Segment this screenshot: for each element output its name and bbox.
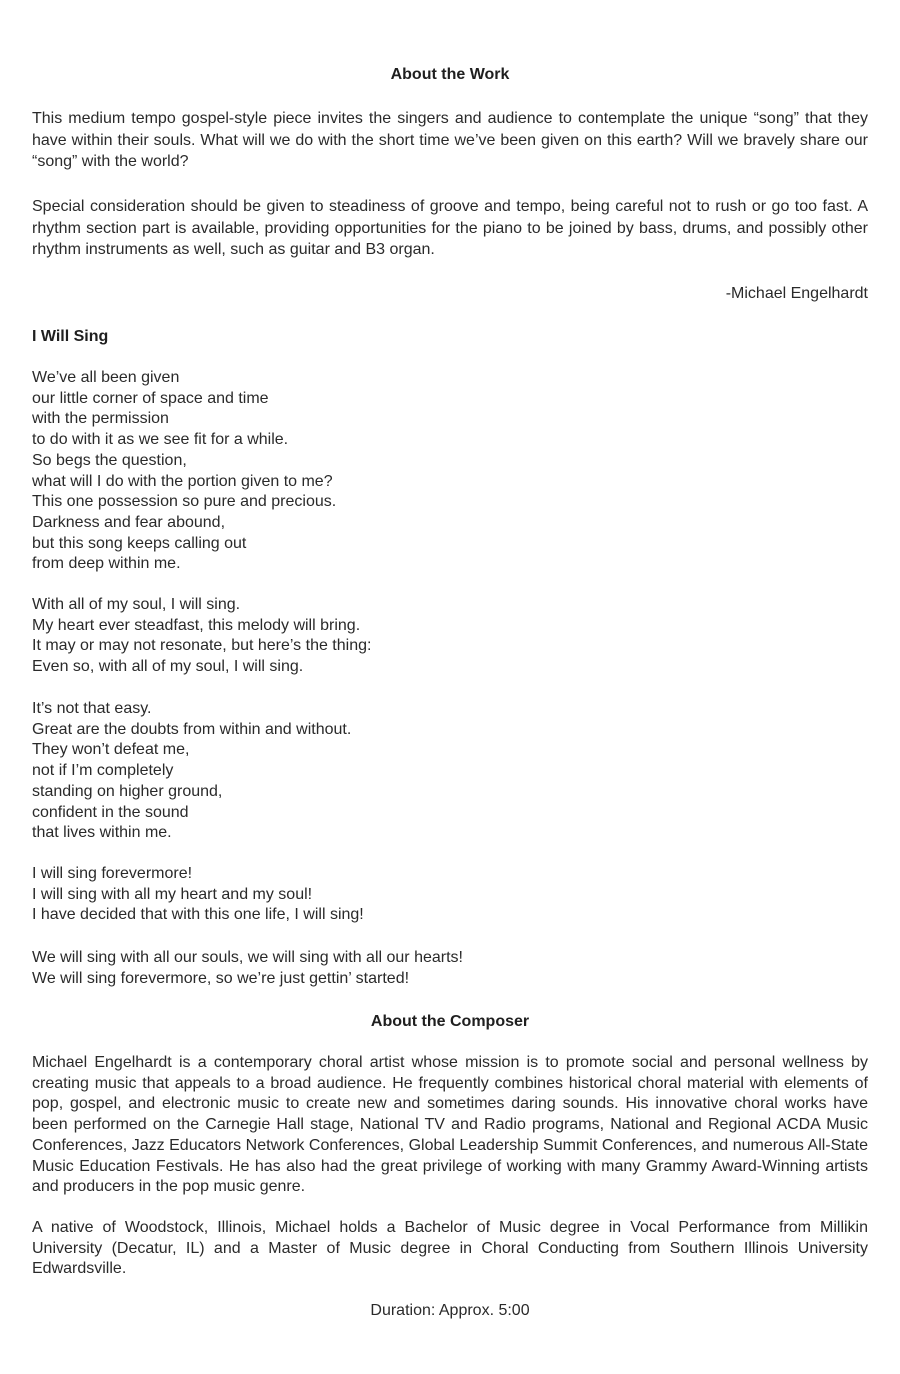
poem-line: My heart ever steadfast, this melody will bring.: [32, 616, 361, 634]
poem-line: not if I’m completely: [32, 762, 174, 780]
poem-line: that lives within me.: [32, 824, 172, 842]
poem-line: Great are the doubts from within and without.: [32, 720, 352, 738]
poem-stanza-4: [32, 864, 364, 926]
poem-stanza-2: [32, 595, 371, 678]
poem-line: So begs the question,: [32, 451, 187, 469]
poem-line: our little corner of space and time: [32, 389, 269, 407]
poem-line: with the permission: [32, 410, 169, 428]
poem-line: We will sing forevermore, so we’re just gettin’ started!: [32, 969, 410, 987]
poem-line: This one possession so pure and precious.: [32, 493, 337, 511]
about-composer-heading: About the Composer: [370, 1013, 530, 1030]
poem-line: I will sing with all my heart and my soul!: [32, 885, 313, 903]
poem-line: Even so, with all of my soul, I will sing.: [32, 658, 304, 676]
poem-line: I will sing forevermore!: [32, 865, 193, 882]
poem-stanza-5: [32, 948, 463, 989]
poem-title: I Will Sing: [32, 328, 109, 345]
poem-line: It’s not that easy.: [32, 700, 152, 717]
about-work-paragraph-1: This medium tempo gospel-style piece invites the singers and audience to contemplate the unique “song” that they have within their souls. What will we do with the short time we’ve been given on this earth? Will we bravely share our “song” with the world?: [32, 110, 868, 170]
poem-line: With all of my soul, I will sing.: [32, 596, 241, 613]
about-work-heading: About the Work: [390, 66, 510, 83]
duration-text: Duration: Approx. 5:00: [370, 1302, 530, 1319]
poem-line: from deep within me.: [32, 555, 181, 573]
poem-stanza-1: [32, 368, 336, 575]
poem-line: Darkness and fear abound,: [32, 513, 226, 531]
poem-line: but this song keeps calling out: [32, 534, 247, 552]
poem-line: We will sing with all our souls, we will sing with all our hearts!: [32, 949, 463, 966]
about-composer-paragraph-1: Michael Engelhardt is a contemporary choral artist whose mission is to promote social and personal wellness by creating music that appeals to a broad audience. He frequently combines historical choral material with elements of pop, gospel, and electronic music to create new and sometimes daring sounds. His innovative choral works have been performed on the Carnegie Hall stage, National TV and Radio programs, National and Regional ACDA Music Conferences, Jazz Educators Network Conferences, Global Leadership Summit Conferences, and numerous All-State Music Education Festivals. He has also had the great privilege of working with many Grammy Award-Winning artists and producers in the pop music genre.: [32, 1054, 868, 1196]
poem-line: to do with it as we see fit for a while.: [32, 431, 289, 449]
poem-line: confident in the sound: [32, 803, 189, 821]
poem-line: They won’t defeat me,: [32, 741, 190, 759]
poem-line: standing on higher ground,: [32, 782, 223, 800]
poem-stanza-3: [32, 699, 351, 844]
about-work-paragraph-2: Special consideration should be given to steadiness of groove and tempo, being careful not to rush or go too fast. A rhythm section part is available, providing opportunities for the piano to be joined by bass, drums, and possibly other rhythm instruments as well, such as guitar and B3 organ.: [32, 198, 868, 258]
poem-line: what will I do with the portion given to me?: [32, 472, 333, 490]
poem-line: We’ve all been given: [32, 369, 180, 386]
poem-line: I have decided that with this one life, I will sing!: [32, 906, 364, 924]
poem-line: It may or may not resonate, but here’s the thing:: [32, 637, 372, 655]
about-work-signature: -Michael Engelhardt: [725, 285, 868, 302]
about-composer-paragraph-2: A native of Woodstock, Illinois, Michael holds a Bachelor of Music degree in Vocal Performance from Millikin University (Decatur, IL) and a Master of Music degree in Choral Conducting from Southern Illinois University Edwardsville.: [32, 1219, 868, 1278]
